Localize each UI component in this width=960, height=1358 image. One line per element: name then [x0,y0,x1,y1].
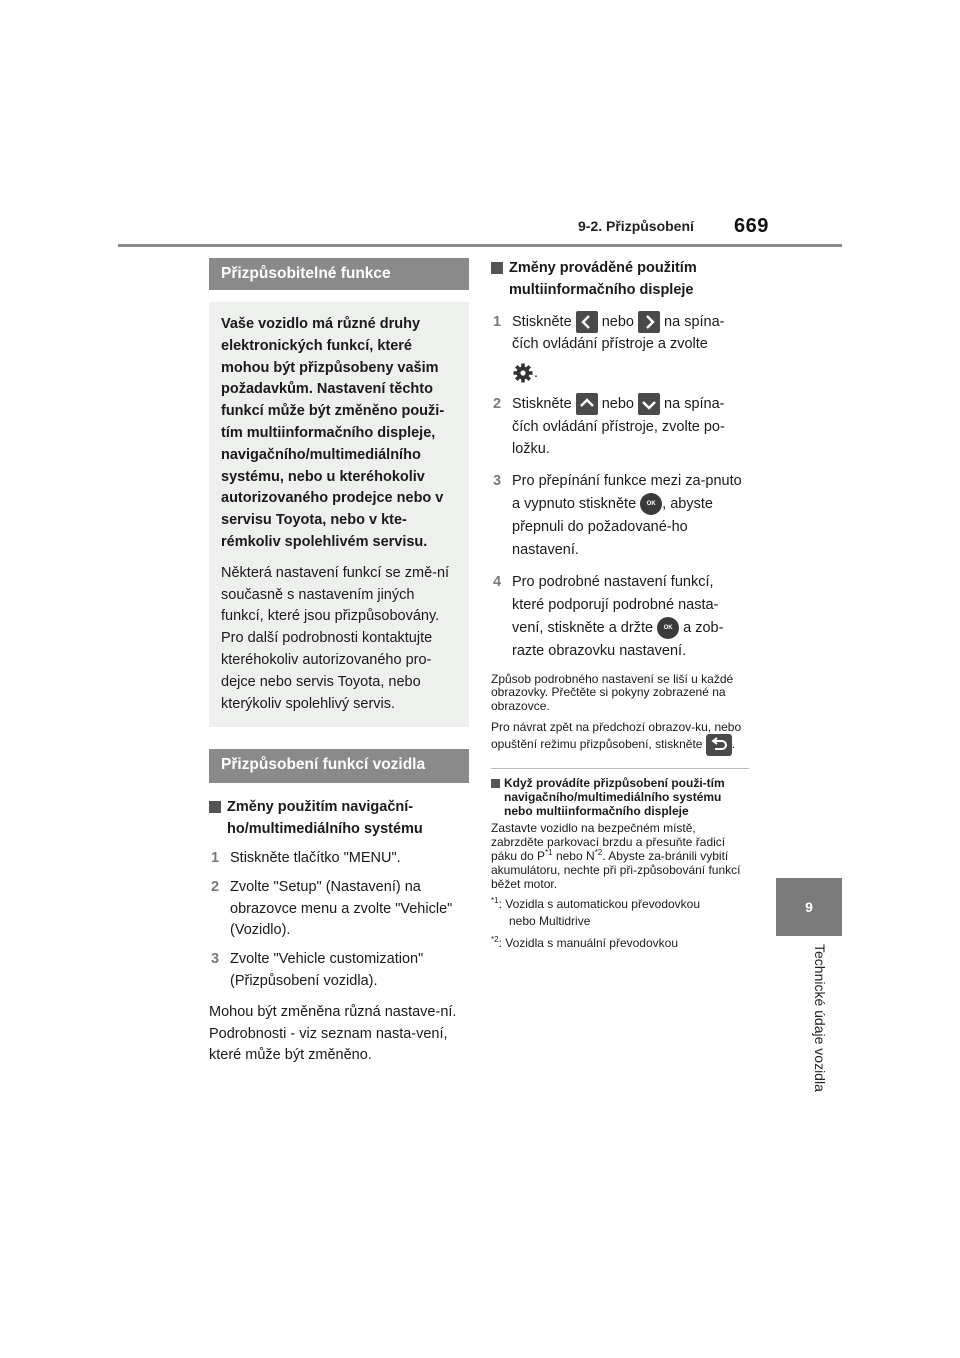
arrow-left-icon [576,311,598,333]
step-1: 1 Stiskněte tlačítko "MENU". [211,849,401,866]
note-detailed-setting: Způsob podrobného nastavení se liší u každé obrazovky. Přečtěte si pokyny zobrazené na obrazovce. [491,671,734,714]
arrow-right-icon [638,311,660,333]
right-column [491,258,749,950]
mid-step-2: 2 Stiskněte nebo na spína-čích ovládání přístroje, zvolte po-ložku. [491,393,749,461]
arrow-down-icon [638,393,660,415]
header-rule [118,244,842,247]
intro-box [209,302,469,727]
square-bullet-icon [491,779,500,788]
section-title-vehicle-customization: Přizpůsobení funkcí vozidla [209,749,469,781]
multi-info-display-heading: Změny prováděné použitím multiinformačního displeje [491,258,749,302]
square-bullet-icon [209,801,221,813]
footnote-1: $^{*1}$: Vozidla s automatickou převodovkou nebo Multidrive [491,896,701,929]
divider [491,768,749,769]
back-icon [706,734,732,756]
left-column [209,258,469,1067]
arrow-up-icon [576,393,598,415]
mid-step-3: 3 Pro přepínání funkce mezi za-pnuto a vypnuto stiskněte OK , abyste přepnuli do požadované-ho nastavení. [493,472,742,558]
page-number: 669 [734,215,769,237]
caution-text: Zastavte vozidlo na bezpečném místě, zabrzděte parkovací brzdu a přesuňte řadicí páku do $P^{*1}$ nebo $N^{*2}$. Abyste za-bránili vybití akumulátoru, nechte při při-způsobování funkcí běžet motor. [491,821,741,891]
nav-system-heading: Změny použitím navigační-ho/multimediálního systému [209,797,469,841]
step-3: 3 Zvolte "Vehicle customization" (Přizpůsobení vozidla). [211,951,424,989]
mid-step-1: 1 Stiskněte nebo na spína-čích ovládání přístroje a zvolte . [491,311,749,385]
intro-normal-text: Některá nastavení funkcí se změ-ní současně s nastavením jiných funkcí, které jsou přizpůsobovány. Pro další podrobnosti kontaktujte kteréhokoliv autorizovaného pro-dejce nebo servis Toyota, nebo kterýkoliv spolehlivý servis. [221,564,450,712]
ok-button-icon: OK [657,617,679,639]
running-header-section: 9-2. Přizpůsobení [578,218,694,234]
intro-bold-text: Vaše vozidlo má různé druhy elektronických funkcí, které mohou být přizpůsobeny vašim požadavkům. Nastavení těchto funkcí může být změněno použi-tím multiinformačního displeje, navigačního/multimediálního systému, nebo u kteréhokoliv autorizovaného prodejce nebo v servisu Toyota, nebo v kte-rémkoliv spolehlivém servisu. [221,316,445,550]
step-2: 2 Zvolte "Setup" (Nastavení) na obrazovce menu a zvolte "Vehicle" (Vozidlo). [211,878,453,939]
caution-heading: Když provádíte přizpůsobení použi-tím navigačního/multimediálního systému nebo multiinformačního displeje [491,777,749,818]
section-title-customizable-functions: Přizpůsobitelné funkce [209,258,469,290]
note-return: Pro návrat zpět na předchozí obrazov-ku, nebo opuštění režimu přizpůsobení, stiskněte . [491,720,749,756]
square-bullet-icon [491,262,503,274]
closing-paragraph: Mohou být změněna různá nastave-ní. Podrobnosti - viz seznam nasta-vení, které může být změněno. [209,1003,457,1064]
section-underline [209,781,469,783]
footnote-2: $^{*2}$: Vozidla s manuální převodovkou [491,935,679,951]
gear-icon [512,362,534,384]
chapter-tab-label: Technické údaje vozidla [812,944,828,1092]
ok-button-icon: OK [640,493,662,515]
mid-step-4: 4 Pro podrobné nastavení funkcí, které podporují podrobné nasta-vení, stiskněte a držte OK a zob-razte obrazovku nastavení. [493,573,724,659]
chapter-tab[interactable]: 9 [776,878,842,936]
